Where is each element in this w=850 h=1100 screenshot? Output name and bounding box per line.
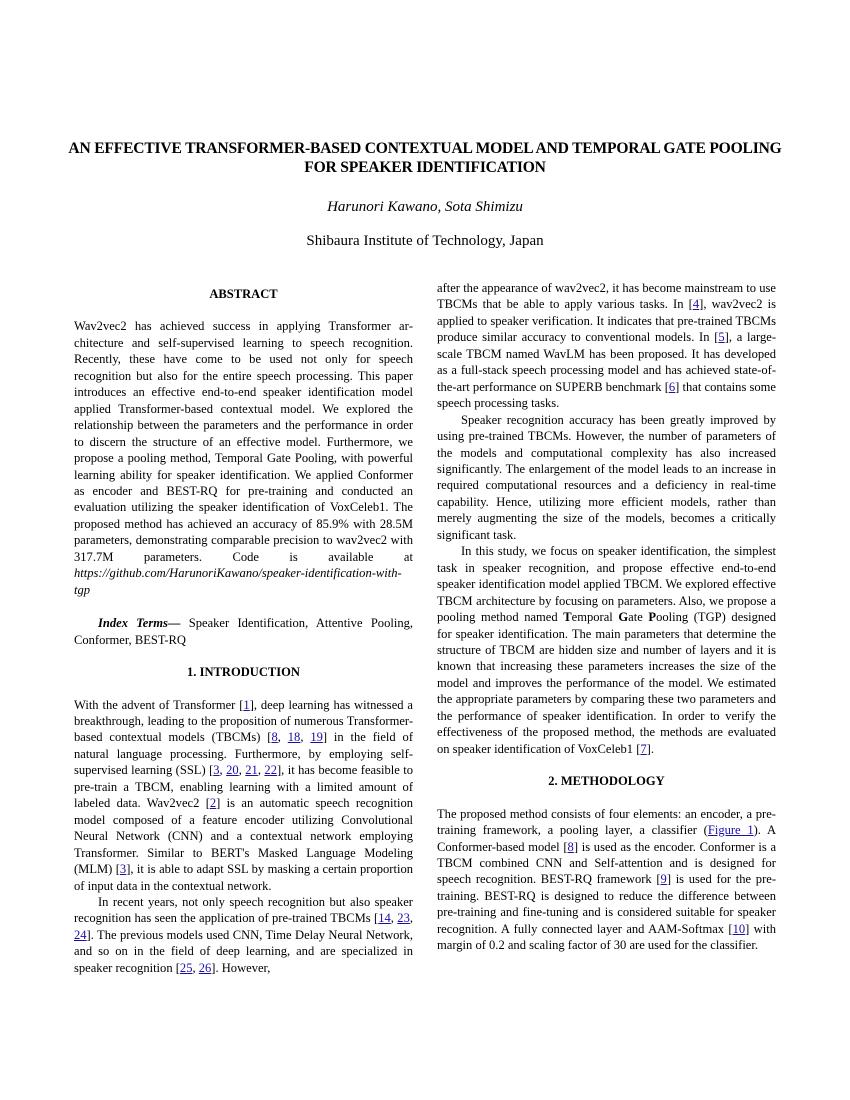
text-run: after the appearance of wav2vec2, it has become mainstream to use TBCMs that be able to apply various tasks. In [	[437, 281, 776, 312]
citation-link[interactable]: 3	[119, 862, 127, 877]
text-run: ] is used as the encoder. Conformer is a TBCM combined CNN and Self-attention and is designed for speech recognition. BEST-RQ framework [	[437, 839, 777, 887]
intro-paragraph-5	[437, 543, 776, 757]
text-run: The proposed method consists of four elements: an encoder, a pre-training framework, a pooling layer, a classifier (	[437, 806, 776, 838]
intro-paragraph-4	[437, 412, 776, 544]
methodology-heading: 2. METHODOLOGY	[548, 774, 665, 789]
text-run: emporal	[571, 610, 619, 625]
abstract-body	[74, 318, 413, 598]
text-run: ,	[238, 763, 246, 778]
index-terms	[74, 615, 413, 648]
text-run: ], a large-scale TBCM named WavLM has been proposed. It has developed as a full-stack speech processing model and has achieved state-of-the-art performance on SUPERB benchmark [	[437, 330, 777, 394]
text-run: ,	[277, 730, 288, 745]
citation-link[interactable]: Figure 1	[707, 823, 754, 838]
citation-link[interactable]: 10	[732, 921, 746, 936]
citation-link[interactable]: 4	[692, 297, 700, 312]
citation-link[interactable]: 20	[226, 763, 239, 778]
affiliation: Shibaura Institute of Technology, Japan	[306, 233, 544, 249]
authors: Harunori Kawano, Sota Shimizu	[327, 199, 523, 215]
citation-link[interactable]: 18	[287, 730, 301, 745]
introduction-heading: 1. INTRODUCTION	[187, 665, 300, 680]
text-run: ], it has become feasible to pre-train a TBCM, enabling learning with a limited amount of labeled data. Wav2vec2 [	[74, 763, 413, 811]
citation-link[interactable]: 3	[213, 763, 220, 778]
text-run: ], deep learning has witnessed a breakthrough, leading to the proposition of numerous Transformer-based contextual models (TBCMs) [	[74, 697, 413, 745]
citation-link[interactable]: 8	[567, 839, 574, 854]
text-run: ate	[628, 610, 649, 625]
intro-paragraph-2	[74, 894, 413, 976]
text-run: ,	[300, 730, 311, 745]
citation-link[interactable]: 23	[397, 911, 410, 926]
methodology-paragraph-1	[437, 806, 776, 954]
abstract-text: Wav2vec2 has achieved success in applying Transformer architecture and self-supervised learning to speech recognition. Recently, these have come to be used not only for speech recognition but also for the entire speech processing. This paper introduces an effective end-to-end speaker identification model applied Transformer-based contextual model. We explored the relationship between the parameters and the performance in order to discern the structure of an effective model. Furthermore, we propose a pooling method, Temporal Gate Pooling, with powerful learning ability for speaker identification. We applied Conformer as encoder and BEST-RQ for pre-training and conducted an evaluation utilizing the speaker identification of VoxCeleb1. The proposed method has achieved an accuracy of 85.9% with 28.5M parameters, demonstrating comparable precision to wav2vec2 with 317.7M parameters. Code is available at	[74, 319, 413, 564]
text-run: ], wav2vec2 is applied to speaker verification. It indicates that pre-trained TBCMs produce similar accuracy to conventional models. In [	[437, 297, 777, 345]
index-terms-text: Speaker Identification, Attentive Pooling, Conformer, BEST-RQ	[74, 616, 413, 647]
left-column	[74, 286, 413, 976]
text-run: ]. The previous models used CNN, Time Delay Neural Network, and so on in the field of deep learning, and are specialized in speaker recognition [	[74, 927, 413, 975]
citation-link[interactable]: 19	[310, 730, 323, 745]
text-run: With the advent of Transformer [	[74, 697, 244, 712]
citation-link[interactable]: 2	[209, 796, 217, 811]
citation-link[interactable]: 9	[660, 872, 667, 887]
text-run: ,	[409, 911, 413, 926]
bold-letter: P	[648, 610, 657, 625]
citation-link[interactable]: 8	[271, 730, 278, 745]
intro-paragraph-1	[74, 697, 413, 894]
citation-link[interactable]: 1	[243, 697, 250, 712]
right-column	[437, 280, 776, 954]
citation-link[interactable]: 14	[378, 911, 391, 926]
citation-link[interactable]: 7	[640, 741, 647, 756]
text-run: ] is used for the pre-training. BEST-RQ is designed to reduce the difference between pre-training and fine-tuning and is considered suitable for speaker recognition. A fully connected layer and AAM-Softmax [	[437, 872, 777, 936]
citation-link[interactable]: 6	[668, 379, 676, 394]
text-run: ], it is able to adapt SSL by masking a certain proportion of input data in the contextual network.	[74, 862, 413, 893]
text-run: ). A Conformer-based model [	[437, 823, 777, 854]
bold-letter: G	[618, 610, 629, 625]
text-run: Speaker recognition accuracy has been greatly improved by using pre-trained TBCMs. However, the number of parameters of the models and computational complexity has also increased significantly. The enlargement of the model leads to an increase in required computational resources and a deficiency in real-time capability. Hence, utilizing more efficient models, rather than merely augmenting the size of the models, becomes a critically significant task.	[437, 412, 776, 542]
text-run: ] with margin of 0.2 and scaling factor of 30 are used for the classifier.	[437, 921, 776, 953]
citation-link[interactable]: 25	[179, 960, 193, 975]
text-run: ] that contains some speech processing tasks.	[437, 379, 776, 411]
index-terms-label: Index Terms—	[98, 616, 181, 631]
citation-link[interactable]: 5	[718, 330, 725, 345]
citation-link[interactable]: 22	[264, 763, 277, 778]
text-run: ]. However,	[211, 960, 271, 975]
text-run: In this study, we focus on speaker identification, the simplest task in speaker recognition, and propose effective end-to-end speaker identification model applied TBCM. We explored effective TBCM architecture by focusing on parameters. Also, we propose a pooling method named	[437, 544, 776, 625]
intro-paragraph-3	[437, 280, 776, 412]
text-run: ,	[219, 763, 227, 778]
text-run: ] in the field of natural language processing. Furthermore, by employing self-supervised learning (SSL) [	[74, 730, 413, 778]
text-run: ,	[192, 960, 199, 975]
citation-link[interactable]: 26	[198, 960, 212, 975]
text-run: ,	[390, 911, 398, 926]
citation-link[interactable]: 24	[74, 927, 87, 942]
citation-link[interactable]: 21	[245, 763, 258, 778]
text-run: ooling (TGP) designed for speaker identification. The main parameters that determine the structure of TBCM are hidden size and number of layers and it is known that increasing these parameters increases the size of the model and improves the performance of the model. We estimated the appropriate parameters by comparing these two parameters and the performance of speaker identification. In order to verify the effectiveness of the proposed method, the methods are evaluated on speaker identification of VoxCeleb1 [	[437, 610, 777, 756]
bold-letter: T	[563, 610, 572, 625]
text-run: ].	[646, 741, 654, 756]
text-run: ] is an automatic speech recognition model composed of a feature encoder utilizing Convolutional Neural Network (CNN) and a contextual network employing Transformer. Similar to BERT's Masked Language Modeling (MLM) [	[74, 796, 413, 877]
abstract-heading: ABSTRACT	[209, 287, 278, 301]
paper-title: AN EFFECTIVE TRANSFORMER-BASED CONTEXTUAL MODEL AND TEMPORAL GATE POOLING FOR SPEAKER IDENTIFICATION	[68, 140, 782, 176]
text-run: ,	[257, 763, 265, 778]
text-run: In recent years, not only speech recognition but also speaker recognition has seen the application of pre-trained TBCMs [	[74, 894, 413, 926]
code-url-link[interactable]: https://github.com/HarunoriKawano/speaker-identification-with-tgp	[74, 566, 402, 597]
